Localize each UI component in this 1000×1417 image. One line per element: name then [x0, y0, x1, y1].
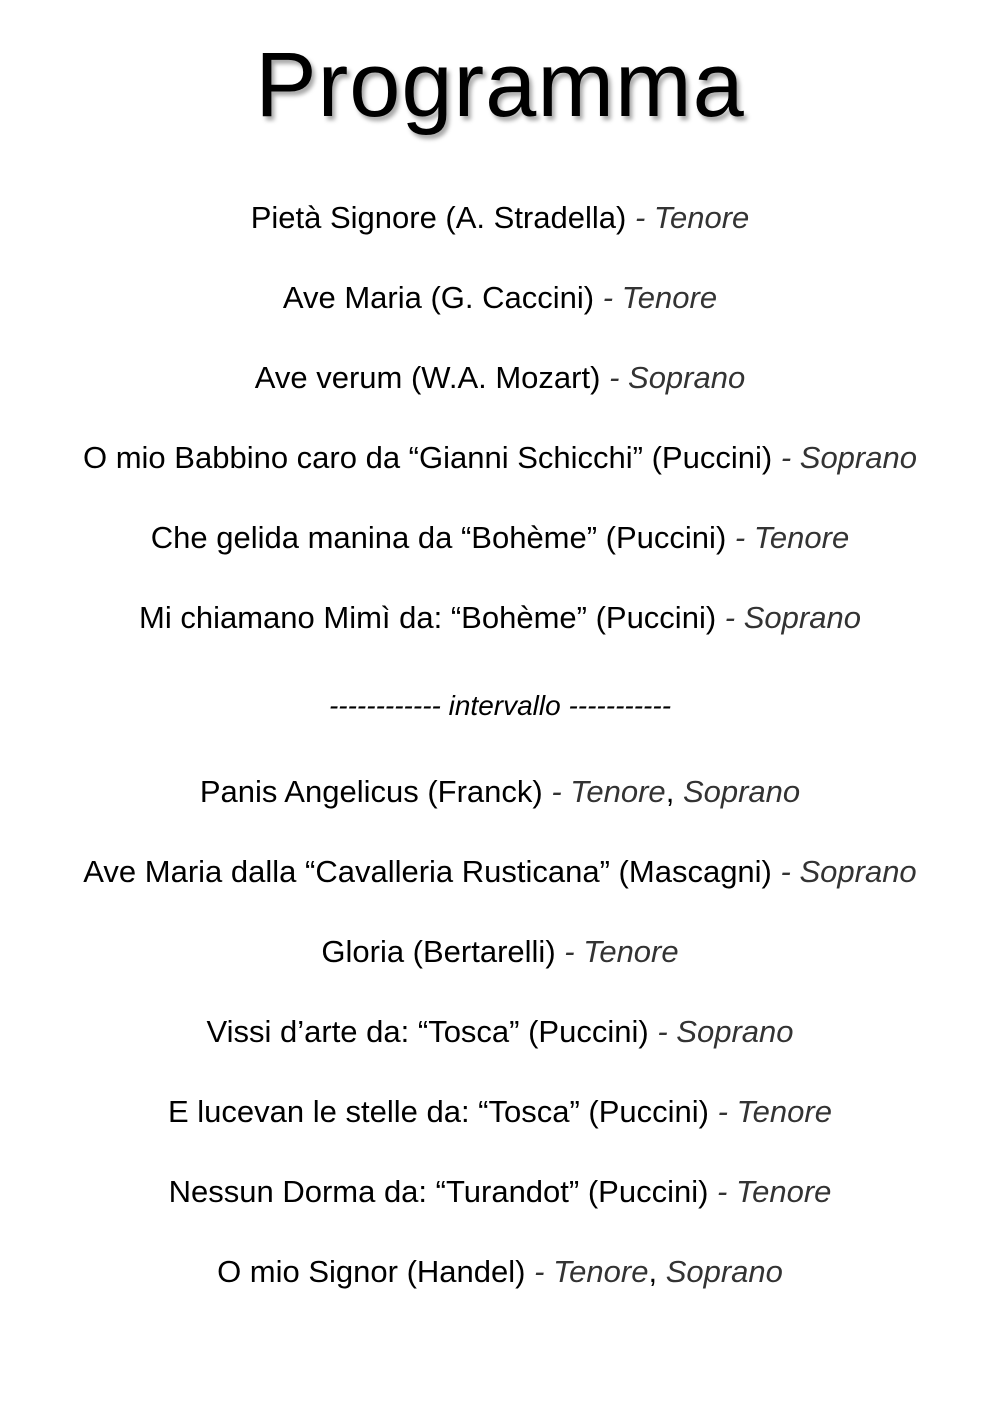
separator: - — [780, 440, 792, 475]
piece-title: Che gelida manina da “Bohème” (Puccini) — [150, 520, 727, 555]
piece-title: Mi chiamano Mimì da: “Bohème” (Puccini) — [139, 600, 717, 635]
piece-title: Ave Maria dalla “Cavalleria Rusticana” (Mascagni) — [83, 854, 772, 889]
separator: - — [657, 1014, 668, 1049]
voice-role: Soprano — [682, 774, 801, 809]
program-item — [0, 518, 1000, 558]
intermission-divider: ------------ intervallo ----------- — [328, 690, 672, 721]
voice-role: Tenore — [570, 774, 666, 809]
voice-role: Soprano — [676, 1014, 794, 1049]
program-item — [0, 438, 1000, 478]
voice-role: Soprano — [743, 600, 861, 635]
voice-role: Soprano — [665, 1254, 783, 1289]
piece-title: Ave Maria (G. Caccini) — [282, 280, 595, 315]
voice-role: Soprano — [628, 360, 746, 395]
program-item — [0, 278, 1000, 318]
piece-title: Pietà Signore (A. Stradella) — [250, 200, 627, 235]
program-item — [0, 198, 1000, 238]
program-item — [0, 1252, 1000, 1292]
separator: - — [780, 854, 791, 889]
separator: - — [734, 520, 746, 555]
program-item — [0, 772, 1000, 812]
role-comma: , — [665, 774, 675, 809]
separator: - — [717, 1094, 728, 1129]
program-item — [0, 598, 1000, 638]
program-item — [0, 932, 1000, 972]
voice-role: Tenore — [583, 934, 679, 969]
piece-title: O mio Signor (Handel) — [217, 1254, 526, 1289]
separator: - — [717, 1174, 728, 1209]
role-comma: , — [648, 1254, 658, 1289]
separator: - — [551, 774, 562, 809]
program-item — [0, 1172, 1000, 1212]
separator: - — [609, 360, 620, 395]
separator: - — [602, 280, 614, 315]
voice-role: Tenore — [753, 520, 850, 555]
voice-role: Tenore — [736, 1094, 832, 1129]
piece-title: Ave verum (W.A. Mozart) — [254, 360, 601, 395]
piece-title: Vissi d’arte da: “Tosca” (Puccini) — [206, 1014, 649, 1049]
page-title: Programma — [255, 34, 745, 136]
program-item — [0, 1012, 1000, 1052]
voice-role: Tenore — [653, 200, 750, 235]
separator: - — [534, 1254, 545, 1289]
piece-title: Nessun Dorma da: “Turandot” (Puccini) — [168, 1174, 709, 1209]
voice-role: Tenore — [553, 1254, 649, 1289]
program-item — [0, 358, 1000, 398]
voice-role: Soprano — [799, 854, 917, 889]
program-item — [0, 1092, 1000, 1132]
voice-role: Tenore — [621, 280, 718, 315]
piece-title: Gloria (Bertarelli) — [321, 934, 556, 969]
voice-role: Soprano — [799, 440, 917, 475]
piece-title: E lucevan le stelle da: “Tosca” (Puccini) — [168, 1094, 710, 1129]
program-item — [0, 852, 1000, 892]
piece-title: Panis Angelicus (Franck) — [199, 774, 543, 809]
separator: - — [724, 600, 736, 635]
separator: - — [634, 200, 646, 235]
voice-role: Tenore — [736, 1174, 832, 1209]
separator: - — [564, 934, 575, 969]
piece-title: O mio Babbino caro da “Gianni Schicchi” (Puccini) — [83, 440, 773, 475]
